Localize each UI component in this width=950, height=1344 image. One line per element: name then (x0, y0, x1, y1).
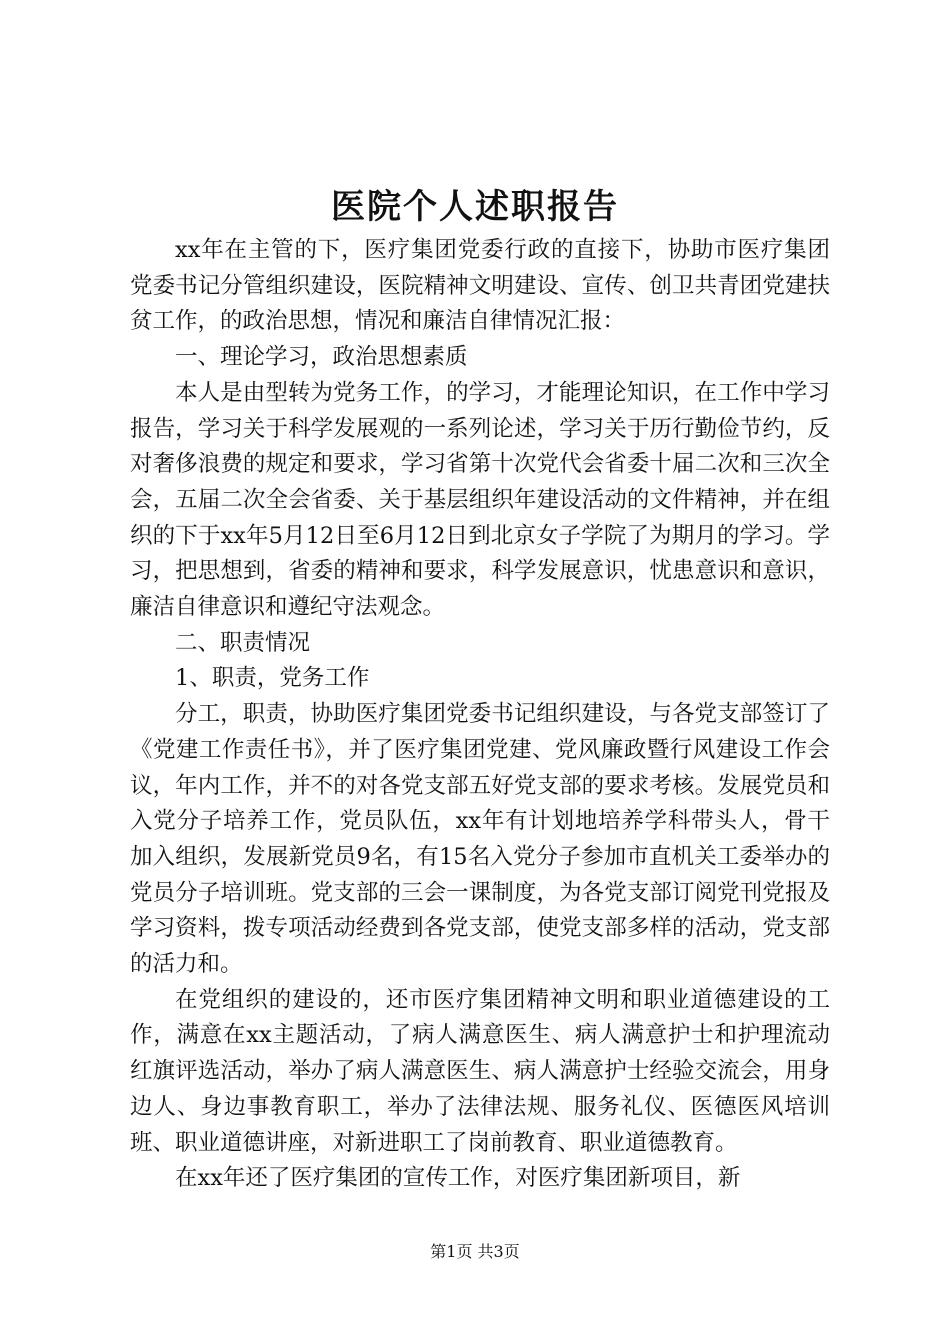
document-body (130, 233, 830, 1197)
ethics-construction-paragraph: 在党组织的建设的，还市医疗集团精神文明和职业道德建设的工作，满意在xx主题活动，了病人满意医生、病人满意护士和护理流动红旗评选活动，举办了病人满意医生、病人满意护士经验交流会，用身边人、身边事教育职工，举办了法律法规、服务礼仪、医德医风培训班、职业道德讲座，对新进职工了岗前教育、职业道德教育。 (130, 986, 830, 1156)
document-title: 医院个人述职报告 (331, 187, 619, 227)
theory-study-paragraph: 本人是由型转为党务工作，的学习，才能理论知识，在工作中学习报告，学习关于科学发展观的一系列论述，学习关于历行勤俭节约，反对奢侈浪费的规定和要求，学习省第十次党代会省委十届二次和三次全会，五届二次全会省委、关于基层组织年建设活动的文件精神，并在组织的下于xx年5月12日至6月12日到北京女子学院了为期月的学习。学习，把思想到，省委的精神和要求，科学发展意识，忧患意识和意识，廉洁自律意识和遵纪守法观念。 (130, 379, 830, 621)
section-heading-duties: 二、职责情况 (175, 629, 311, 656)
page-number-footer: 第1页 共3页 (430, 1242, 520, 1261)
subsection-heading-party-work: 1、职责，党务工作 (175, 665, 370, 692)
publicity-work-paragraph: 在xx年还了医疗集团的宣传工作，对医疗集团新项目，新 (175, 1165, 741, 1192)
section-heading-theory-study: 一、理论学习，政治思想素质 (175, 344, 468, 371)
party-work-paragraph: 分工，职责，协助医疗集团党委书记组织建设，与各党支部签订了《党建工作责任书》，并了医疗集团党建、党风廉政暨行风建设工作会议，年内工作，并不的对各党支部五好党支部的要求考核。发展党员和入党分子培养工作，党员队伍，xx年有计划地培养学科带头人，骨干加入组织，发展新党员9名，有15名入党分子参加市直机关工委举办的党员分子培训班。党支部的三会一课制度，为各党支部订阅党刊党报及学习资料，拨专项活动经费到各党支部，使党支部多样的活动，党支部的活力和。 (130, 701, 830, 978)
intro-paragraph: xx年在主管的下，医疗集团党委行政的直接下，协助市医疗集团党委书记分管组织建设，医院精神文明建设、宣传、创卫共青团党建扶贫工作，的政治思想，情况和廉洁自律情况汇报： (130, 237, 830, 335)
